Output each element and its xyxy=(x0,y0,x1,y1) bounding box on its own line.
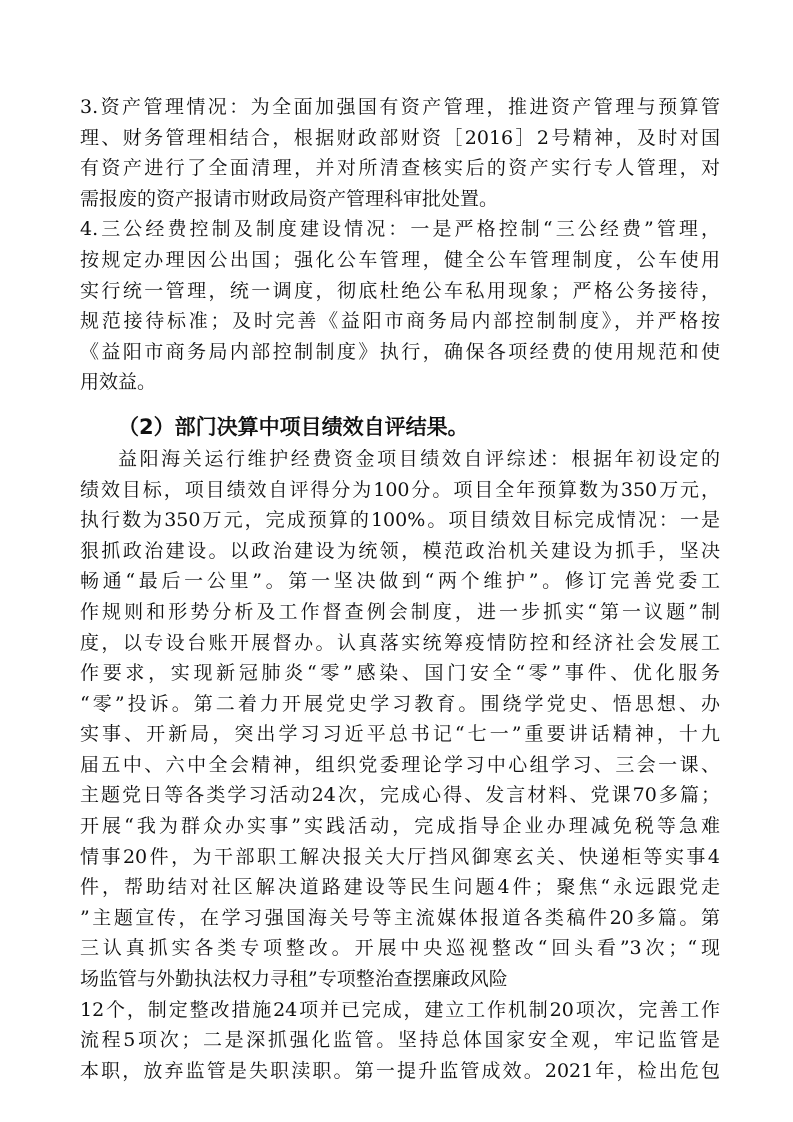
text-line: 场监管与外勤执法权力寻租”专项整治查摆廉政风险 xyxy=(80,968,508,991)
section-heading: （2）部门决算中项目绩效自评结果。 xyxy=(118,414,469,439)
text-line: 作规则和形势分析及工作督查例会制度，进一步抓实“第一议题”制 xyxy=(80,600,720,623)
document-body xyxy=(80,92,720,1086)
text-line: ”主题宣传，在学习强国海关号等主流媒体报道各类稿件20多篇。第 xyxy=(80,906,720,929)
text-line: 情事20件，为干部职工解决报关大厅挡风御寒玄关、快递柜等实事4 xyxy=(80,845,720,868)
text-line: 用效益。 xyxy=(80,371,157,394)
text-line: 执行数为350万元，完成预算的100%。项目绩效目标完成情况：一是 xyxy=(80,509,720,532)
text-line: 益阳海关运行维护经费资金项目绩效自评综述：根据年初设定的 xyxy=(118,447,720,470)
text-line: 3.资产管理情况：为全面加强国有资产管理，推进资产管理与预算管 xyxy=(80,96,720,118)
text-line: 作要求，实现新冠肺炎“零”感染、国门安全“零”事件、优化服务 xyxy=(80,662,720,685)
text-line: 畅通“最后一公里”。第一坚决做到“两个维护”。修订完善党委工 xyxy=(80,570,720,593)
text-line: 理、财务管理相结合，根据财政部财资［2016］2号精神，及时对国 xyxy=(80,126,720,149)
text-line: 按规定办理因公出国；强化公车管理，健全公车管理制度，公车使用 xyxy=(80,248,720,271)
paragraph-performance-evaluation xyxy=(80,444,720,1086)
text-line: 实行统一管理，统一调度，彻底杜绝公车私用现象；严格公务接待， xyxy=(80,279,720,302)
text-line: 12个，制定整改措施24项并已完成，建立工作机制20项次，完善工作 xyxy=(80,998,720,1021)
paragraph-three-public-expenses xyxy=(80,214,720,398)
text-line: 实事、开新局，突出学习习近平总书记“七一”重要讲话精神，十九 xyxy=(80,723,720,746)
text-line: 度，以专设台账开展督办。认真落实统筹疫情防控和经济社会发展工 xyxy=(80,631,720,654)
text-line: 绩效目标，项目绩效自评得分为100分。项目全年预算数为350万元， xyxy=(80,478,720,501)
text-line: 主题党日等各类学习活动24次，完成心得、发言材料、党课70多篇； xyxy=(80,784,720,807)
text-line: 4.三公经费控制及制度建设情况：一是严格控制“三公经费”管理， xyxy=(80,218,720,241)
paragraph-asset-management xyxy=(80,92,720,214)
text-line: 开展“我为群众办实事”实践活动，完成指导企业办理减免税等急难 xyxy=(80,815,720,838)
text-line: 《益阳市商务局内部控制制度》执行，确保各项经费的使用规范和使 xyxy=(80,340,720,363)
text-line: 需报废的资产报请市财政局资产管理科审批处置。 xyxy=(80,187,499,210)
text-line: 狠抓政治建设。以政治建设为统领，模范政治机关建设为抓手，坚决 xyxy=(80,539,720,562)
text-line: 流程5项次；二是深抓强化监管。坚持总体国家安全观，牢记监管是 xyxy=(80,1029,720,1052)
text-line: 有资产进行了全面清理，并对所清查核实后的资产实行专人管理，对 xyxy=(80,157,720,180)
text-line: 本职，放弃监管是失职渎职。第一提升监管成效。2021年，检出危包 xyxy=(80,1059,720,1082)
text-line: “零”投诉。第二着力开展党史学习教育。围绕学党史、悟思想、办 xyxy=(80,692,720,715)
text-line: 届五中、六中全会精神，组织党委理论学习中心组学习、三会一课、 xyxy=(80,753,720,776)
text-line: 规范接待标准；及时完善《益阳市商务局内部控制制度》，并严格按 xyxy=(80,310,720,333)
text-line: 件，帮助结对社区解决道路建设等民生问题4件；聚焦“永远跟党走 xyxy=(80,876,720,899)
text-line: 三认真抓实各类专项整改。开展中央巡视整改“回头看”3次；“现 xyxy=(80,937,720,960)
